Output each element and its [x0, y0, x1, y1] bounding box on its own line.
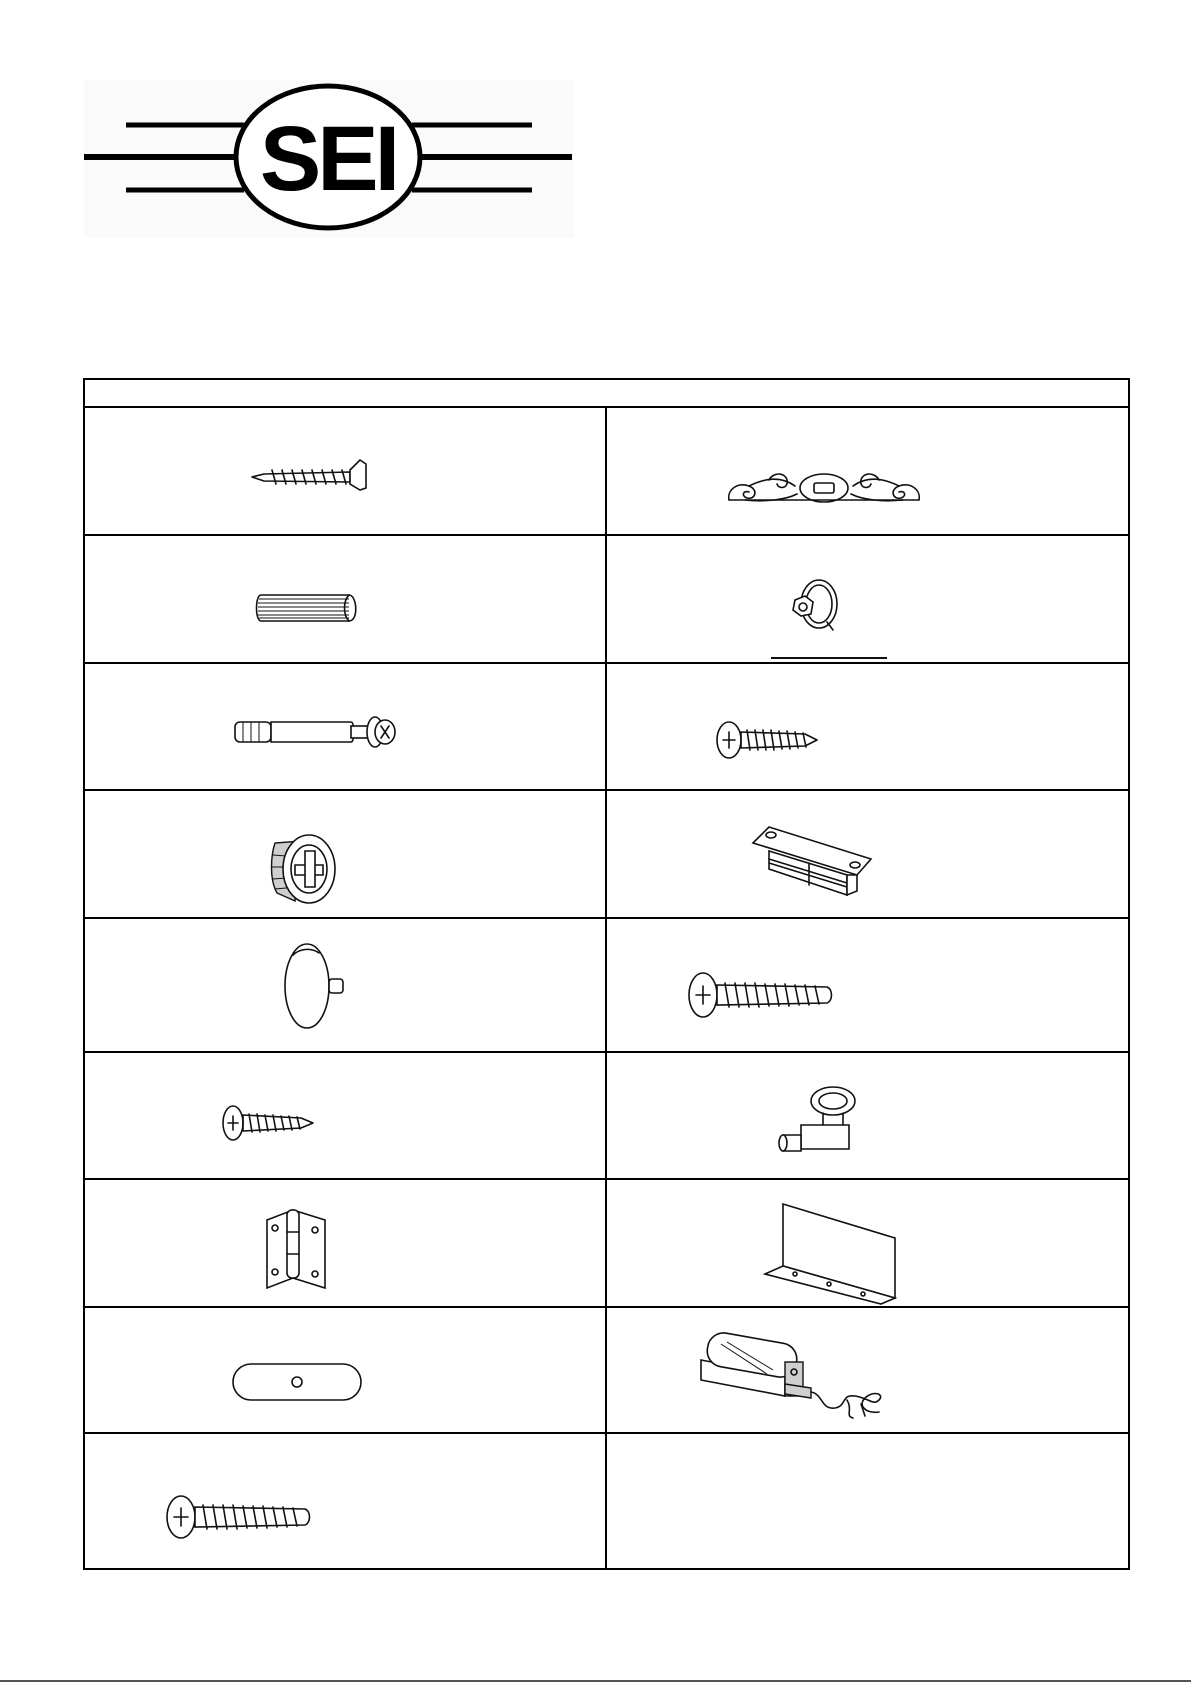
table-cell	[85, 664, 607, 789]
mending-plate-icon	[231, 1362, 363, 1402]
table-row	[85, 664, 1128, 791]
cam-lock-icon	[265, 821, 341, 907]
wood-screw-icon	[250, 458, 370, 490]
table-row	[85, 536, 1128, 664]
hinge-icon	[263, 1206, 329, 1296]
table-cell	[607, 664, 1128, 789]
table-row	[85, 1308, 1128, 1434]
table-cell	[85, 408, 607, 534]
dowel-icon	[253, 591, 361, 625]
table-cell	[85, 536, 607, 662]
table-cell	[607, 1180, 1128, 1306]
pan-head-screw-icon	[165, 1492, 311, 1542]
table-cell	[85, 791, 607, 917]
hardware-parts-table	[83, 378, 1130, 1570]
table-cell	[607, 1308, 1128, 1432]
long-screw-icon	[687, 969, 833, 1021]
table-cell	[607, 1053, 1128, 1178]
table-cell	[85, 1053, 607, 1178]
cap-cover-icon	[281, 941, 353, 1031]
table-row	[85, 919, 1128, 1053]
angle-bracket-icon	[763, 1200, 899, 1304]
table-cell	[607, 536, 1128, 662]
table-cell	[85, 1308, 607, 1432]
page-bottom-rule	[0, 1680, 1191, 1682]
cam-bolt-icon	[233, 714, 399, 750]
oval-head-screw-icon	[221, 1103, 315, 1143]
table-cell	[607, 791, 1128, 917]
table-row	[85, 1180, 1128, 1308]
logo-text: SEI	[259, 108, 397, 210]
empty-table-cell	[607, 1434, 1128, 1570]
light-fixture-icon	[697, 1320, 889, 1420]
ring-pull-icon	[787, 576, 847, 638]
table-cell	[607, 919, 1128, 1051]
table-cell	[607, 408, 1128, 534]
table-row	[85, 1434, 1128, 1570]
table-cell	[85, 919, 607, 1051]
table-cell	[85, 1180, 607, 1306]
table-row	[85, 408, 1128, 536]
shelf-support-icon	[777, 1085, 863, 1167]
ornamental-pull-icon	[725, 466, 923, 506]
table-row	[85, 791, 1128, 919]
sei-logo	[84, 80, 574, 238]
table-header-row	[85, 380, 1128, 408]
phillips-screw-icon	[715, 718, 819, 760]
table-row	[85, 1053, 1128, 1180]
table-cell	[85, 1434, 607, 1570]
underline-divider	[771, 657, 887, 659]
magnetic-catch-icon	[747, 821, 873, 899]
